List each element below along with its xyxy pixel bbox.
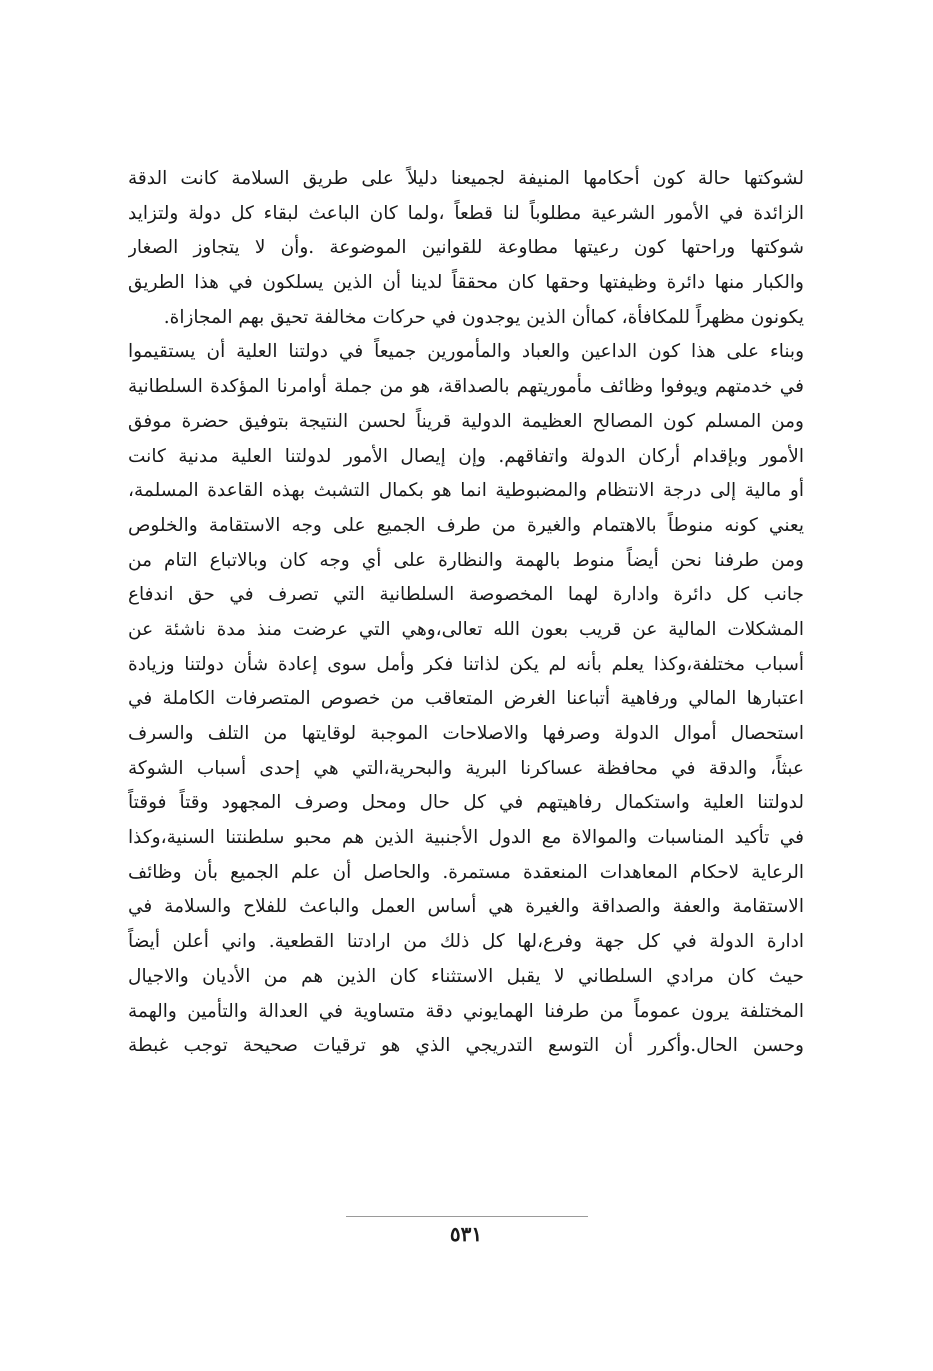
text-line: أو مالية إلى درجة الانتظام والمضبوطية انما هو بكمال التشبث بهذه القاعدة المسلمة،: [128, 480, 804, 502]
footer-rule: [346, 1216, 588, 1217]
text-line: وبناء على هذا كون الداعين والعباد والمأمورين جميعاً في دولتنا العلية أن يستقيموا: [128, 341, 804, 363]
text-line: استحصال أموال الدولة وصرفها والاصلاحات الموجبة لوقايتها من التلف والسرف: [128, 723, 804, 744]
text-line: اعتبارها المالي ورفاهية أتباعنا الغرض المتعاقب من خصوص المتصرفات الكاملة في: [128, 688, 804, 710]
text-line: الاستقامة والعفة والصداقة والغيرة هي أساس العمل والباعث للفلاح والسلامة في: [128, 896, 804, 918]
page-number: ٥٣١: [449, 1222, 483, 1246]
text-line: حيث كان مرادي السلطاني لا يقبل الاستثناء كان الذين هم من الأديان والاجيال: [128, 965, 804, 987]
text-line: شوكتها وراحتها كون رعيتها مطاوعة للقوانين الموضوعة .وأن لا يتجاوز الصغار: [128, 237, 804, 259]
body-text: [128, 162, 804, 1064]
text-line: أسباب مختلفة،وكذا يعلم بأنه لم يكن لذاتنا فكر وأمل سوى إعادة شأن دولتنا وزيادة: [128, 653, 804, 675]
text-line: لشوكتها حالة كون أحكامها المنيفة لجميعنا دليلاً على طريق السلامة كانت الدقة: [128, 168, 804, 189]
text-line: ادارة الدولة في كل جهة وفرع،لها كل ذلك من ارادتنا القطعية. واني أعلن أيضاً: [128, 931, 804, 953]
text-line: لدولتنا العلية واستكمال رفاهيتهم في كل حال ومحل وصرف المجهود وقتاً فوقتاً: [128, 792, 804, 814]
text-line: والكبار منها دائرة وظيفتها وحقها كان محققاً لدينا أن الذين يسلكون في هذا الطريق: [128, 272, 804, 294]
text-line: الأمور وبإقدام أركان الدولة واتفاقهم. وإن إيصال الأمور لدولتنا العلية مدنية كانت: [128, 445, 804, 467]
text-line: وحسن الحال.وأكرر أن التوسع التدريجي الذي هو ترقيات صحيحة توجب غبطة: [128, 1035, 804, 1057]
text-line: الرعاية لاحكام المعاهدات المنعقدة مستمرة. والحاصل أن علم الجميع بأن وظائف: [128, 861, 804, 883]
text-line: ومن المسلم كون المصالح العظيمة الدولية قريناً لحسن النتيجة بتوفيق حضرة موفق: [128, 410, 804, 432]
text-line: جانب كل دائرة وادارة لهما المخصوصة السلطانية التي تصرف في حق اندفاع: [128, 584, 804, 606]
text-line: الزائدة في الأمور الشرعية مطلوباً لنا قطعاً ،ولما كان الباعث لبقاء كل دولة ولتزايد: [128, 202, 804, 224]
text-line: يكونون مظهراً للمكافأة، كماأن الذين يوجدون في حركات مخالفة تحيق بهم المجازاة.: [163, 306, 804, 328]
text-line: يعني كونه منوطاً بالاهتمام والغيرة من طرف الجميع على وجه الاستقامة والخلوص: [128, 514, 804, 536]
text-line: في تأكيد المناسبات والموالاة مع الدول الأجنبية الذين هم محبو سلطنتنا السنية،وكذا: [128, 827, 804, 849]
text-line: المشكلات المالية عن قريب بعون الله تعالى،وهي التي عرضت منذ مدة ناشئة عن: [128, 618, 804, 640]
text-line: في خدمتهم ويوفوا وظائف مأموريتهم بالصداقة، هو من جملة أوامرنا المؤكدة السلطانية: [128, 376, 804, 398]
text-line: عبثاً، والدقة في محافظة عساكرنا البرية والبحرية،التي هي إحدى أسباب الشوكة: [128, 757, 804, 779]
text-line: المختلفة يرون عموماً من طرفنا الهمايوني دقة متساوية في العدالة والتأمين والهمة: [128, 1000, 804, 1022]
text-line: ومن طرفنا نحن أيضاً منوط بالهمة والنظارة على أي وجه كان وبالاتباع التام من: [128, 549, 804, 571]
